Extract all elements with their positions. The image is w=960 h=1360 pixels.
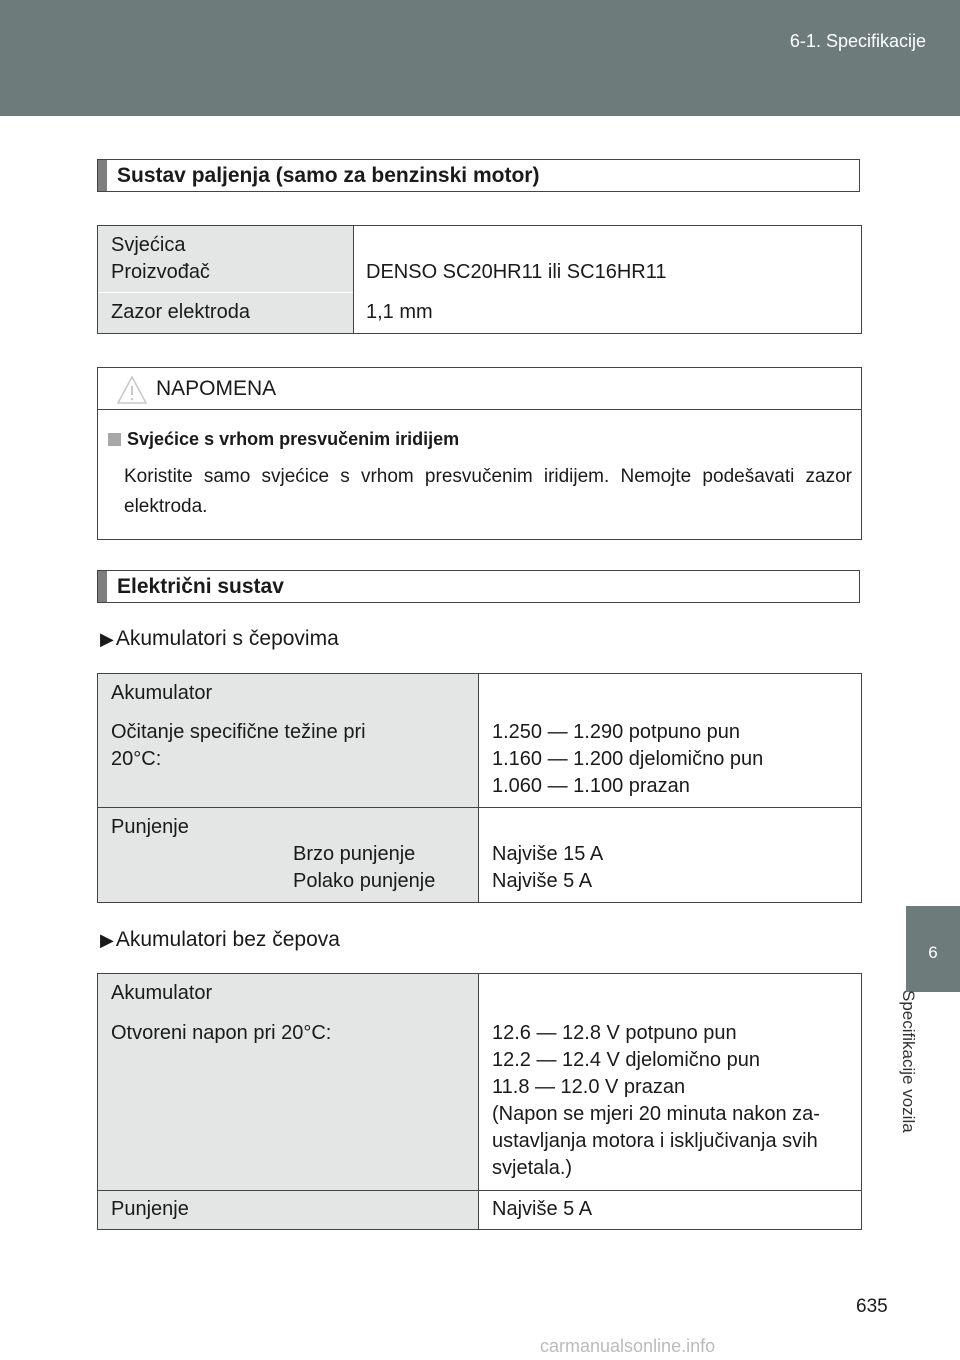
label-charging: Punjenje: [111, 1198, 189, 1220]
warning-icon: [116, 375, 148, 405]
section-electrical-heading: [97, 570, 860, 603]
note-subheading: [108, 429, 459, 450]
label-fast-charge: Brzo punjenje: [293, 843, 416, 865]
caps-charging-label-cell: [98, 808, 479, 903]
subheading-batteries-nocaps: [100, 928, 340, 952]
value-charging: Najviše 5 A: [492, 1198, 593, 1220]
value-note-line2: ustavljanja motora i isključivanja svih: [492, 1130, 818, 1152]
caps-label-cell: [98, 674, 479, 808]
label-battery: Akumulator: [111, 682, 213, 704]
value-partial: 1.160 — 1.200 djelomično pun: [492, 748, 764, 770]
label-manufacturer: Proizvođač: [111, 261, 210, 283]
note-body: Koristite samo svjećice s vrhom presvučenim iridijem. Nemojte podešavati zazor elektroda.: [124, 466, 852, 517]
nocaps-charging-value-cell: [479, 1191, 862, 1230]
battery-caps-table: [97, 673, 862, 903]
caps-charging-value-cell: [479, 808, 862, 903]
subheading-batteries-nocaps-text: Akumulatori bez čepova: [115, 928, 340, 951]
battery-nocaps-table: [97, 973, 862, 1230]
caps-value-cell: [479, 674, 862, 808]
label-temperature: 20°C:: [111, 748, 162, 770]
nocaps-label-cell: [98, 974, 479, 1191]
note-header: [98, 368, 861, 410]
page-header: [0, 0, 960, 116]
header-title: 6-1. Specifikacije: [789, 31, 926, 51]
note-box: [97, 367, 862, 540]
value-empty: 11.8 — 12.0 V prazan: [492, 1076, 686, 1098]
value-partial: 12.2 — 12.4 V djelomično pun: [492, 1049, 760, 1071]
label-electrode-gap: Zazor elektroda: [111, 301, 250, 323]
ignition-value-cell: [354, 226, 862, 334]
section-electrical-title: Električni sustav: [117, 574, 284, 598]
label-open-voltage: Otvoreni napon pri 20°C:: [111, 1022, 332, 1044]
triangle-bullet-icon: ▶: [100, 930, 114, 950]
triangle-bullet-icon: ▶: [100, 629, 114, 649]
value-slow-charge: Najviše 5 A: [492, 870, 593, 892]
label-spark-plug: Svjećica: [111, 234, 186, 256]
nocaps-value-cell: [479, 974, 862, 1191]
watermark: carmanualsonline.info: [540, 1336, 716, 1356]
value-full: 12.6 — 12.8 V potpuno pun: [492, 1022, 737, 1044]
value-manufacturer: DENSO SC20HR11 ili SC16HR11: [366, 261, 667, 283]
ignition-table: [97, 225, 862, 334]
label-specific-gravity: Očitanje specifične težine pri: [111, 721, 366, 743]
value-empty: 1.060 — 1.100 prazan: [492, 775, 690, 797]
heading-bar: [98, 571, 107, 602]
label-battery: Akumulator: [111, 982, 213, 1004]
subheading-batteries-caps: [100, 627, 339, 651]
label-charging: Punjenje: [111, 816, 189, 838]
note-title: NAPOMENA: [156, 377, 277, 400]
section-ignition-title: Sustav paljenja (samo za benzinski motor): [117, 163, 540, 187]
heading-bar: [98, 160, 107, 191]
value-note-line1: (Napon se mjeri 20 minuta nakon za-: [492, 1103, 820, 1125]
value-note-line3: svjetala.): [492, 1157, 573, 1179]
value-full: 1.250 — 1.290 potpuno pun: [492, 721, 740, 743]
ignition-label-cell: [98, 226, 354, 334]
value-electrode-gap: 1,1 mm: [366, 301, 433, 323]
section-ignition-heading: [97, 159, 860, 192]
chapter-number: 6: [928, 943, 938, 962]
chapter-tab: [906, 906, 960, 992]
square-bullet-icon: [108, 433, 121, 446]
subheading-batteries-caps-text: Akumulatori s čepovima: [115, 627, 339, 650]
nocaps-charging-label-cell: [98, 1191, 479, 1230]
chapter-label: Specifikacije vozila: [899, 990, 918, 1133]
value-fast-charge: Najviše 15 A: [492, 843, 604, 865]
note-subheading-text: Svjećice s vrhom presvučenim iridijem: [127, 429, 460, 449]
page-number: 635: [856, 1296, 888, 1317]
label-slow-charge: Polako punjenje: [293, 870, 436, 892]
